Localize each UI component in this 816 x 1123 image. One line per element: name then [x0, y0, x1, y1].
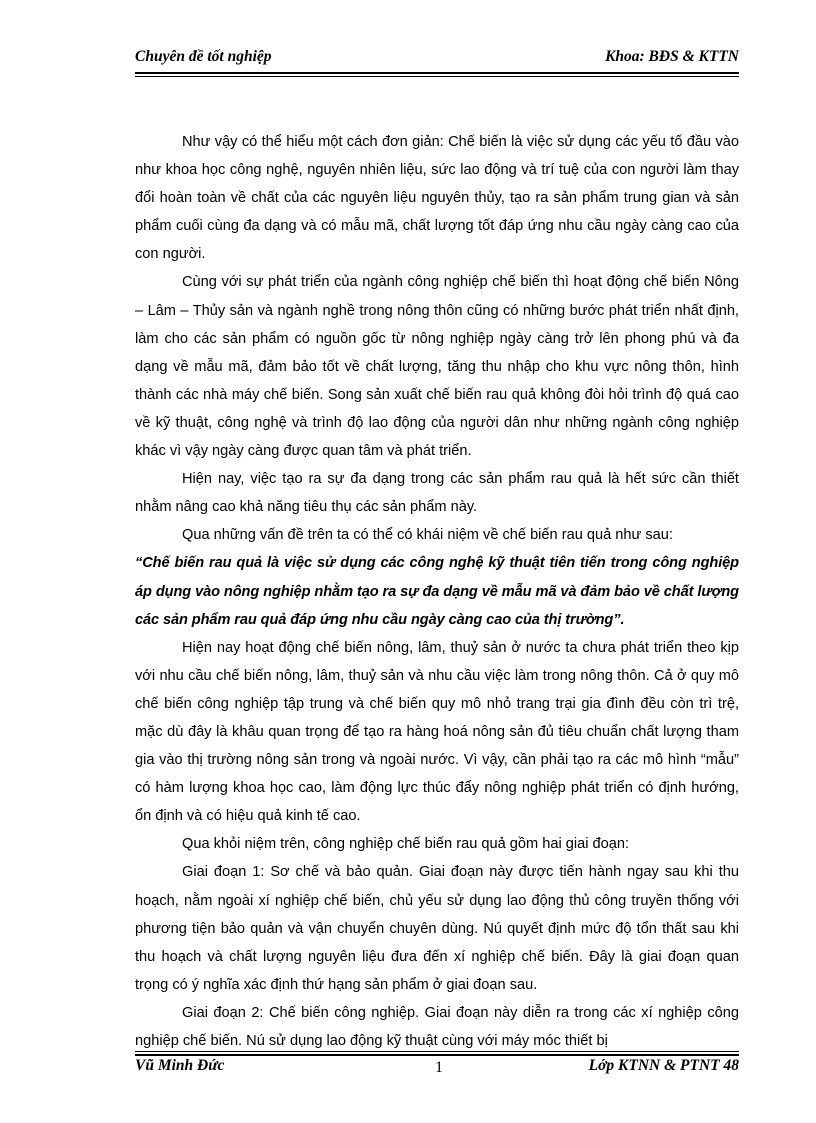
page-header [135, 48, 739, 72]
footer-class: Lớp KTNN & PTNT 48 [588, 1057, 739, 1074]
header-rule-thin [135, 76, 739, 77]
paragraph: Như vậy có thể hiểu một cách đơn giản: Chế biến là việc sử dụng các yếu tố đầu vào như khoa học công nghệ, nguyên nhiên liệu, sức lao động và trí tuệ của con người làm thay đổi hoàn toàn về chất của các nguyên liệu nguyên thủy, tạo ra sản phẩm trung gian và sản phẩm cuối cùng đa dạng và có mẫu mã, chất lượng tốt đáp ứng nhu cầu ngày càng cao của con người. [135, 134, 739, 263]
paragraph: Giai đoạn 2: Chế biến công nghiệp. Giai đoạn này diễn ra trong các xí nghiệp công nghiệp chế biến. Nú sử dụng lao động kỹ thuật cùng với máy móc thiết bị [135, 1004, 739, 1049]
paragraph: Hiện nay, việc tạo ra sự đa dạng trong các sản phẩm rau quả là hết sức cần thiết nhằm nâng cao khả năng tiêu thụ các sản phẩm này. [135, 471, 739, 516]
document-body [135, 128, 739, 1055]
page-footer [135, 1057, 739, 1081]
definition-quote: “Chế biến rau quả là việc sử dụng các công nghệ kỹ thuật tiên tiến trong công nghiệp áp dụng vào nông nghiệp nhằm tạo ra sự đa dạng về mẫu mã và đảm bảo về chất lượng các sản phẩm rau quả đáp ứng nhu cầu ngày càng cao của thị trường”. [135, 555, 739, 628]
footer-author: Vũ Minh Đức [135, 1057, 225, 1074]
footer-rule-thin [135, 1051, 739, 1052]
paragraph: Qua khỏi niệm trên, công nghiệp chế biến rau quả gồm hai giai đoạn: [182, 836, 630, 853]
page-number: 1 [435, 1059, 443, 1076]
paragraph: Hiện nay hoạt động chế biến nông, lâm, thuỷ sản ở nước ta chưa phát triển theo kịp với nhu cầu chế biến nông, lâm, thuỷ sản và nhu cầu việc làm trong nông thôn. Cả ở quy mô chế biến công nghiệp tập trung và chế biến quy mô nhỏ trang trại gia đình đều còn trì trệ, mặc dù đây là khâu quan trọng để tạo ra hàng hoá nông sản đủ tiêu chuẩn chất lượng tham gia vào thị trường nông sản trong và ngoài nước. Vì vậy, cần phải tạo ra các mô hình “mẫu” có hàm lượng khoa học cao, làm động lực thúc đẩy nông nghiệp phát triển có định hướng, ổn định và có hiệu quả kinh tế cao. [135, 639, 739, 825]
paragraph: Giai đoạn 1: Sơ chế và bảo quản. Giai đoạn này được tiến hành ngay sau khi thu hoạch, nằm ngoài xí nghiệp chế biến, chủ yếu sử dụng lao động thủ công truyền thống với phương tiện bảo quản và vận chuyển chuyên dùng. Nú quyết định mức độ tổn thất sau khi thu hoạch và chất lượng nguyên liệu đưa đến xí nghiệp chế biến. Đây là giai đoạn quan trọng có ý nghĩa xác định thứ hạng sản phẩm ở giai đoạn sau. [135, 864, 739, 993]
header-rule [135, 72, 739, 74]
paragraph: Cùng với sự phát triển của ngành công nghiệp chế biến thì hoạt động chế biến Nông – Lâm – Thủy sản và ngành nghề trong nông thôn cũng có những bước phát triển nhất định, làm cho các sản phẩm có nguồn gốc từ nông nghiệp ngày càng trở lên phong phú và đa dạng về mẫu mã, đảm bảo tốt về chất lượng, tăng thu nhập cho khu vực nông thôn, hình thành các nhà máy chế biến. Song sản xuất chế biến rau quả không đòi hỏi trình độ quá cao về kỹ thuật, công nghệ và trình độ lao động của người dân như những ngành công nghiệp khác vì vậy ngày càng được quan tâm và phát triển. [135, 274, 739, 460]
paragraph: Qua những vấn đề trên ta có thể có khái niệm về chế biến rau quả như sau: [182, 527, 673, 544]
footer-rule [135, 1054, 739, 1056]
header-faculty: Khoa: BĐS & KTTN [605, 48, 739, 65]
header-title: Chuyên đề tốt nghiệp [135, 48, 272, 65]
